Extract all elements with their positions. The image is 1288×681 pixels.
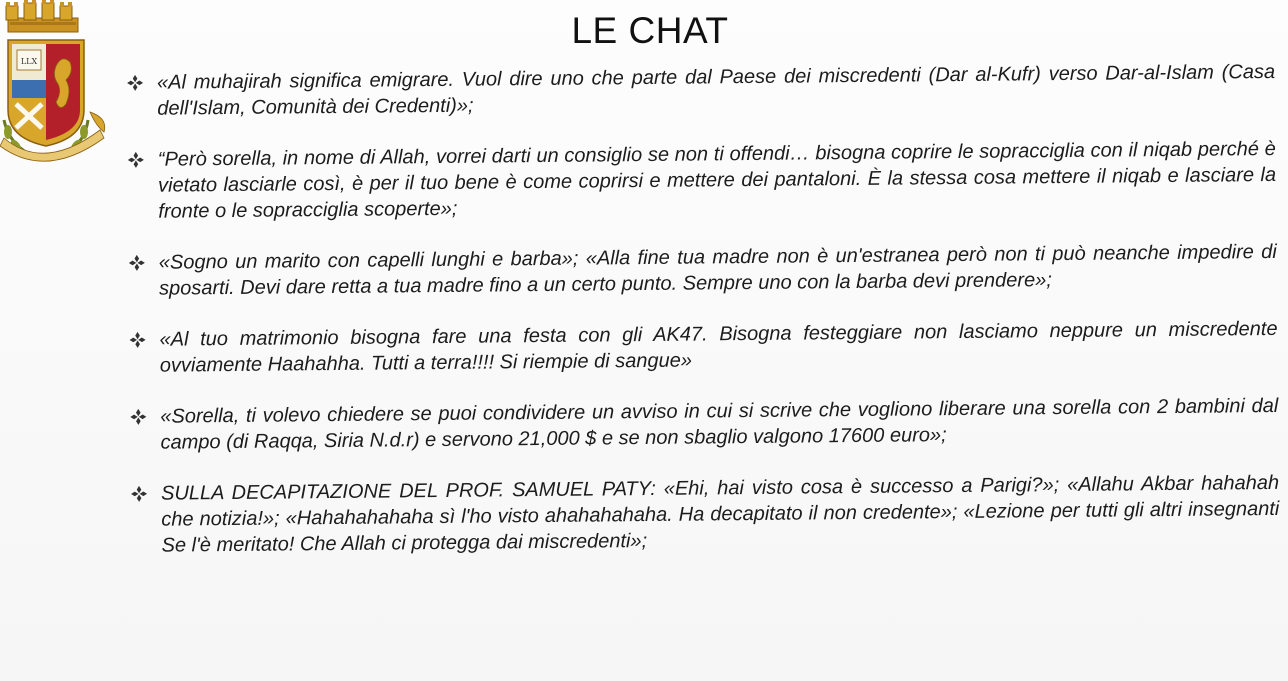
bullet-text: «Sogno un marito con capelli lunghi e barba»; «Alla fine tua madre non è un'estranea però non ti può neanche impedire di sposarti. Devi dare retta a tua madre fino a un certo punto. Sempre uno con la barba devi prendere»; bbox=[158, 240, 1277, 300]
bullet-item bbox=[125, 59, 1275, 122]
bullet-item bbox=[127, 316, 1277, 379]
diamond-bullet-icon bbox=[125, 73, 145, 93]
bullet-list bbox=[125, 59, 1280, 584]
diamond-bullet-icon bbox=[129, 484, 149, 504]
diamond-bullet-icon bbox=[127, 253, 147, 273]
bullet-item bbox=[128, 393, 1278, 456]
bullet-item bbox=[127, 239, 1277, 302]
bullet-item bbox=[126, 136, 1277, 225]
svg-text:LLX: LLX bbox=[20, 57, 38, 66]
bullet-text: «Sorella, ti volevo chiedere se puoi condividere un avviso in cui si scrive che vogliono liberare una sorella con 2 bambini dal campo (di Raqqa, Siria N.d.r) e servono 21,000 $ e se non sbaglio valgono 17600 euro»; bbox=[160, 394, 1279, 454]
bullet-text: «Al muhajirah significa emigrare. Vuol dire uno che parte dal Paese dei miscredenti (Dar al-Kufr) verso Dar-al-Islam (Casa dell'Islam, Comunità dei Credenti)»; bbox=[157, 60, 1276, 120]
bullet-item bbox=[129, 470, 1280, 559]
diamond-bullet-icon bbox=[127, 330, 147, 350]
slide-title: LE CHAT bbox=[571, 10, 729, 51]
diamond-bullet-icon bbox=[128, 407, 148, 427]
diamond-bullet-icon bbox=[126, 150, 146, 170]
bullet-text: SULLA DECAPITAZIONE DEL PROF. SAMUEL PATY: «Ehi, hai visto cosa è successo a Parigi?»; «Allahu Akbar hahahah che notizia!»; «Hahahahahaha sì l'ho visto ahahahahaha. Ha decapitato il non credente»; «Lezione per tutti gli altri insegnanti Se l'è meritato! Che Allah ci protegga dai miscredenti»; bbox=[160, 471, 1280, 557]
bullet-text: «Al tuo matrimonio bisogna fare una festa con gli AK47. Bisogna festeggiare non lasciamo neppure un miscredente ovviamente Haahahha. Tutti a terra!!!! Si riempie di sangue» bbox=[159, 317, 1278, 377]
shield-icon bbox=[8, 40, 84, 146]
bullet-text: “Però sorella, in nome di Allah, vorrei darti un consiglio se non ti offendi… bisogna coprire le sopracciglia con il niqab perché è vietato lasciarle così, è per il tuo bene è come coprirsi e mettere dei pantaloni. È la stessa cosa mettere il niqab e lasciare la fronte o le sopracciglia scoperte»; bbox=[157, 137, 1277, 223]
